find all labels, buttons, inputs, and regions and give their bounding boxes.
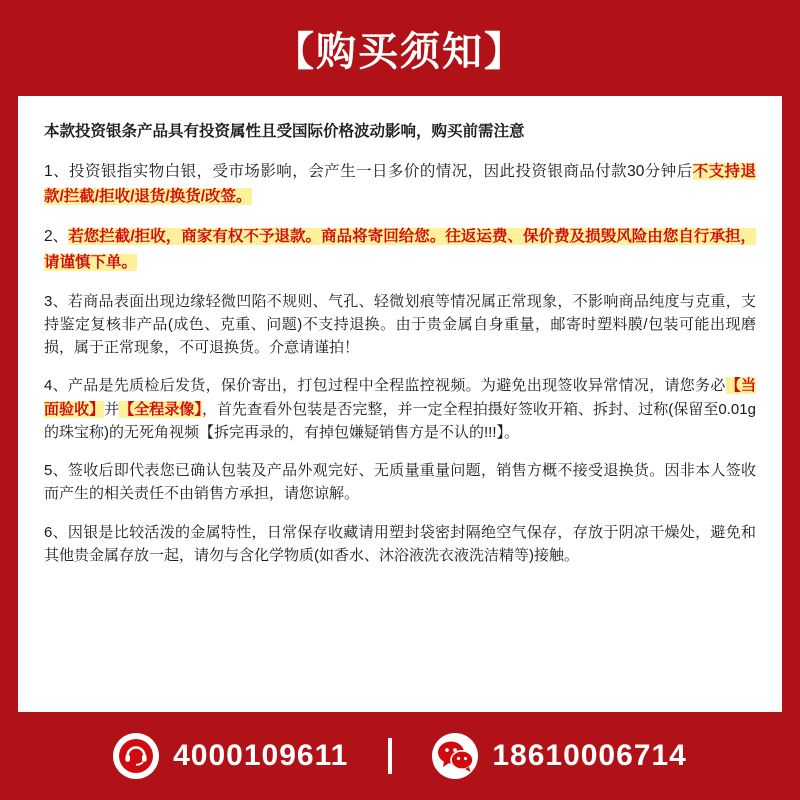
notice-item-2 xyxy=(44,224,756,274)
notice-item-1 xyxy=(44,159,756,209)
notice-item-2-highlight: 若您拦截/拒收，商家有权不予退款。商品将寄回给您。往返运费、保价费及损毁风险由您自行承担，请谨慎下单。 xyxy=(44,228,757,271)
notice-item-3: 3、若商品表面出现边缘轻微凹陷不规则、气孔、轻微划痕等情况属正常现象，不影响商品纯度与克重，支持鉴定复核非产品(成色、克重、问题)不支持退换。由于贵金属自身重量，邮寄时塑料膜/包装可能出现磨损，属于正常现象，不可退换货。介意请谨拍！ xyxy=(44,292,756,357)
notice-item-6: 6、因银是比较活泼的金属特性，日常保存收藏请用塑封袋密封隔绝空气保存，存放于阴凉干燥处，避免和其他贵金属存放一起，请勿与含化学物质(如香水、沐浴液洗衣液洗洁精等)接触。 xyxy=(44,523,756,564)
hotline-number: 4000109611 xyxy=(173,739,349,772)
contact-footer xyxy=(0,712,800,800)
notice-item-2-prefix: 2、 xyxy=(44,228,69,246)
headset-support-icon xyxy=(113,733,159,779)
page-title: 【购买须知】 xyxy=(274,30,526,74)
notice-item-1-highlight: 不支持退款/拦截/拒收/退货/换货/改签。 xyxy=(44,162,756,205)
intro-text: 本款投资银条产品具有投资属性且受国际价格波动影响，购买前需注意 xyxy=(44,123,525,140)
notice-item-4-part-c: ，首先查看外包装是否完整，并一定全程拍摄好签收开箱、拆封、过称(保留至0.01g的珠宝称)的无死角视频【拆完再录的，有掉包嫌疑销售方是不认的!!!】。 xyxy=(44,400,756,441)
wechat-icon xyxy=(432,733,478,779)
notice-item-4-part-b: 并 xyxy=(104,400,120,418)
wechat-contact[interactable] xyxy=(432,733,687,779)
wechat-number: 18610006714 xyxy=(492,739,687,772)
hotline-contact[interactable] xyxy=(113,733,348,779)
notice-item-4-part-a: 4、产品是先质检后发货，保价寄出，打包过程中全程监控视频。为避免出现签收异常情况，请您务必 xyxy=(44,377,726,395)
footer-divider xyxy=(388,738,392,774)
notice-item-5: 5、签收后即代表您已确认包装及产品外观完好、无质量重量问题，销售方概不接受退换货。因非本人签收而产生的相关责任不由销售方承担，请您谅解。 xyxy=(44,462,756,503)
notice-card xyxy=(18,96,782,712)
notice-item-4-highlight-2: 【全程录像】 xyxy=(119,400,202,418)
notice-item-4 xyxy=(44,374,756,444)
notice-item-1-text: 1、投资银指实物白银，受市场影响，会产生一日多价的情况，因此投资银商品付款30分钟后 xyxy=(44,162,693,180)
notice-item-4-highlight-1: 【当面验收】 xyxy=(44,377,756,418)
